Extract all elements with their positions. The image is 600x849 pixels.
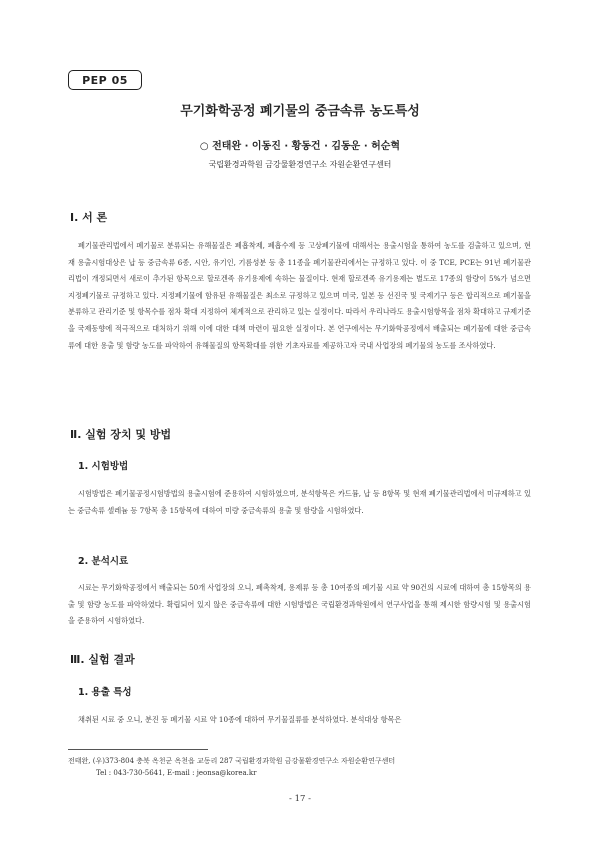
section-heading-methods: Ⅱ. 실험 장치 및 방법 [70, 428, 172, 441]
session-badge: PEP 05 [68, 70, 142, 90]
intro-paragraph: 폐기물관리법에서 폐기물로 분류되는 유해물질은 폐흡착제, 폐흡수제 등 고상폐기물에 대해서는 용출시험을 통하여 농도를 검출하고 있으며, 현재 용출시험대상은 납 등 중금속류 6종, 시안, 유기인, 기름성분 등 총 11종을 폐기물관리에서는 규정하고 있다. 이 중 TCE, PCE는 91년 폐기물관리법이 개정되면서 새로이 추가된 항목으로 할로겐족 유기용제에 속하는 물질이다. 현재 할로겐족 유기용제는 별도로 17종의 함량이 5%가 넘으면 지정폐기물로 규정하고 있다. 지정폐기물에 함유된 유해물질은 최소로 규정하고 있으며 미국, 일본 등 선진국 및 국제기구 등은 합리적으로 폐기물을 분류하고 관리기준 및 항목수를 점차 확대 지정하여 체계적으로 관리하고 있는 실정이다. 따라서 우리나라도 용출시험항목을 점차 확대하고 규제기준을 국제동향에 적극적으로 대처하기 위해 이에 대한 대책 마련이 필요한 실정이다. 본 연구에서는 무기화학공정에서 배출되는 폐기물에 대한 중금속류에 대한 용출 및 함량 농도를 파악하여 유해물질의 항목확대를 위한 기초자료를 제공하고자 국내 사업장의 폐기물의 농도를 조사하였다. [68, 241, 532, 350]
footnote [68, 755, 395, 779]
footnote-divider [68, 749, 208, 750]
subsection-heading-samples: 2. 분석시료 [78, 556, 129, 567]
page-number: - 17 - [289, 794, 311, 804]
section-heading-results: Ⅲ. 실험 결과 [70, 653, 135, 666]
footnote-address: 전태완, (우)373-804 충북 옥천군 옥천읍 교동리 287 국립환경과학원 금강물환경연구소 자원순환연구센터 [68, 757, 396, 765]
subsection-heading-leaching: 1. 용출 특성 [78, 687, 132, 698]
leaching-paragraph: 채취된 시료 중 오니, 분진 등 폐기물 시료 약 10종에 대하여 무기물질류를 분석하였다. 분석대상 항목은 [78, 715, 402, 724]
footnote-contact: Tel : 043-730-5641, E-mail : jeonsa@korea.kr [96, 769, 257, 777]
section-heading-intro: Ⅰ. 서 론 [70, 211, 108, 224]
affiliation: 국립환경과학원 금강물환경연구소 자원순환연구센터 [208, 160, 392, 169]
author-list: ○ 전태완 · 이동진 · 황동건 · 김동운 · 허순혁 [199, 141, 401, 152]
subsection-heading-test-method: 1. 시험방법 [78, 461, 129, 472]
samples-paragraph: 시료는 무기화학공정에서 배출되는 50개 사업장의 오니, 폐촉착제, 용제류 등 총 10여종의 폐기물 시료 약 90건의 시료에 대하여 총 15항목의 용출 및 함량 농도를 파악하였다. 확립되어 있지 않은 중금속류에 대한 시험방법은 국립환경과학원에서 연구사업을 통해 제시한 함량시험 및 용출시험을 준용하여 시험하였다. [68, 583, 531, 626]
paper-title: 무기화학공정 폐기물의 중금속류 농도특성 [180, 104, 420, 119]
test-method-paragraph: 시험방법은 폐기물공정시험방법의 용출시험에 준용하여 시험하였으며, 분석항목은 카드뮴, 납 등 8항목 및 현재 폐기물관리법에서 미규제하고 있는 중금속류 셀레늄 등 7항목 총 15항목에 대하여 미량 중금속류의 용출 및 함량을 시험하였다. [68, 489, 531, 515]
